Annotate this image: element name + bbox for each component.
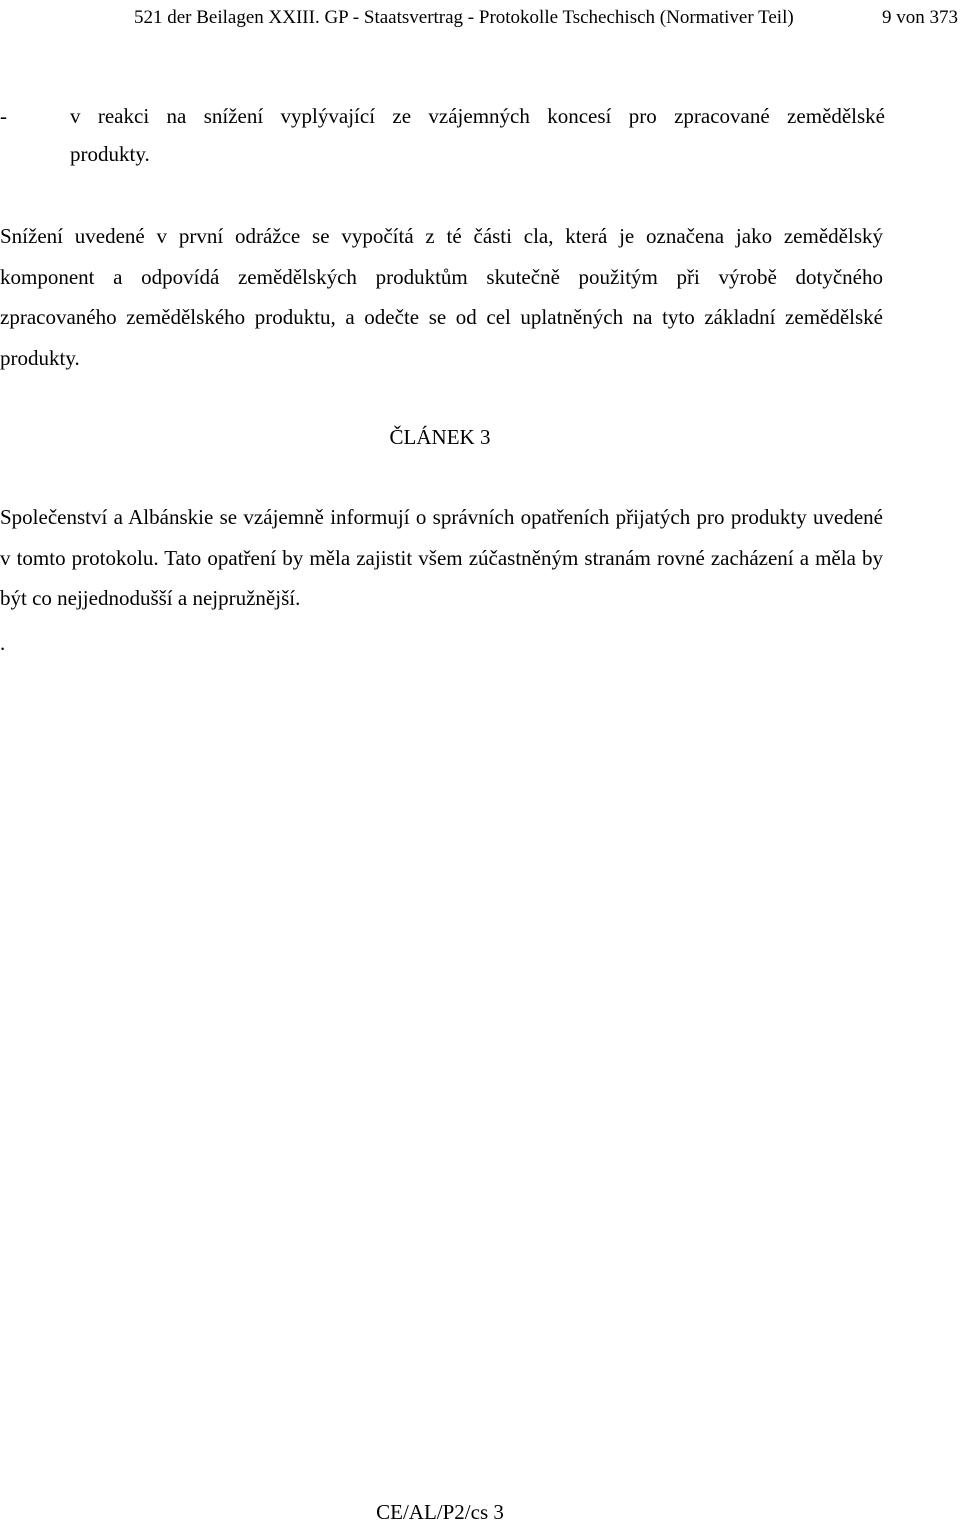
bullet-dash: - (0, 104, 7, 128)
article-heading: ČLÁNEK 3 (389, 425, 491, 449)
page-footer: CE/AL/P2/cs 3 (376, 1500, 504, 1524)
header-page-number: 9 von 373 (882, 7, 958, 28)
header-title: 521 der Beilagen XXIII. GP - Staatsvertrag - Protokolle Tschechisch (Normativer Teil) (134, 7, 794, 28)
bullet-item (0, 97, 885, 173)
paragraph-reduction: Snížení uvedené v první odrážce se vypočítá z té části cla, která je označena jako zemědělský komponent a odpovídá zemědělských produktům skutečně použitým při výrobě dotyčného zpracovaného zemědělského produktu, a odečte se od cel uplatněných na tyto základní zemědělské produkty. (0, 224, 883, 370)
page-header (0, 3, 960, 33)
bullet-text-line1: v reakci na snížení vyplývající ze vzájemných koncesí pro zpracované zemědělské (70, 104, 885, 128)
trailing-mark: . (0, 631, 6, 655)
paragraph-administrative-measures: Společenství a Albánskie se vzájemně informují o správních opatřeních přijatých pro produkty uvedené v tomto protokolu. Tato opatření by měla zajistit všem zúčastněným stranám rovné zacházení a měla by být co nejjednodušší a nejpružnější. (0, 505, 883, 610)
bullet-text-line2: produkty. (70, 142, 150, 166)
